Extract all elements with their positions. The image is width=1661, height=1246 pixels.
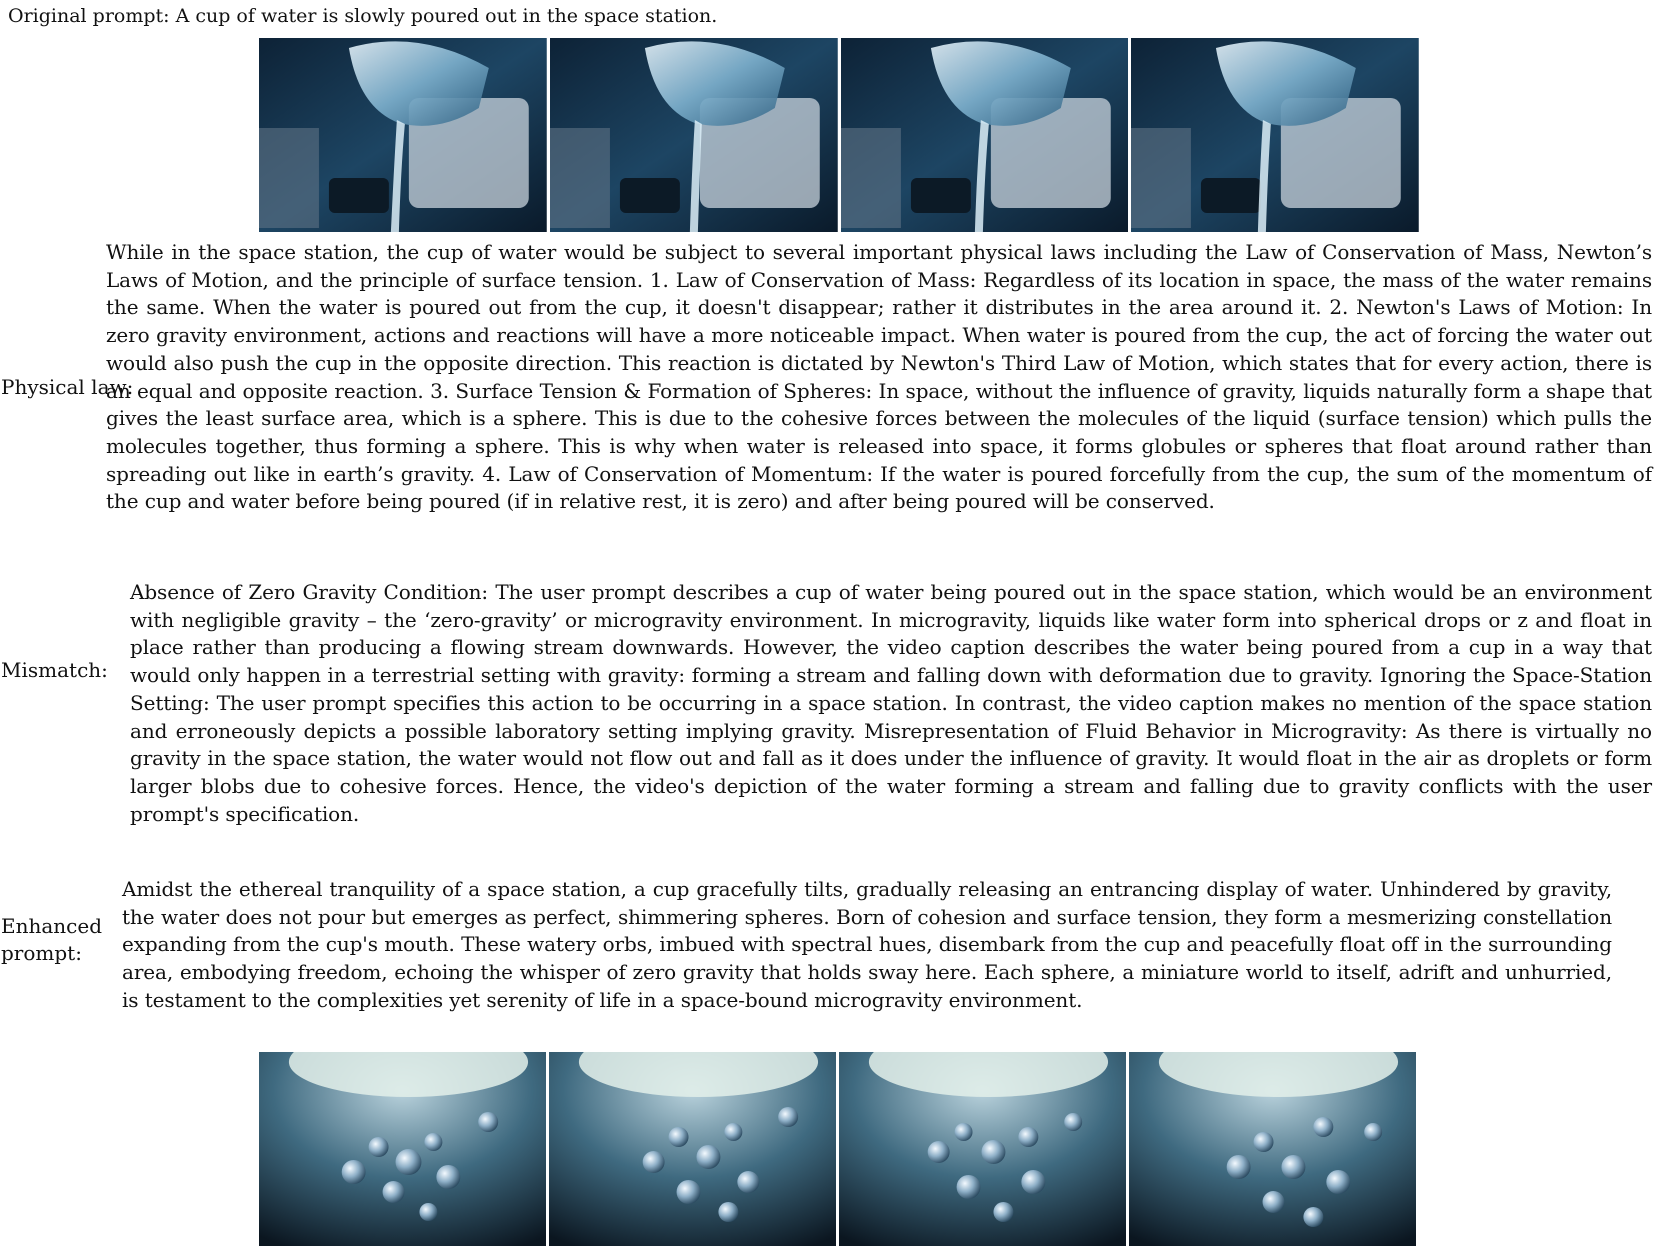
mismatch-label: Mismatch: <box>1 658 108 682</box>
video-frame-pouring-3 <box>841 38 1129 232</box>
enhanced-prompt-label: Enhanced prompt: <box>1 914 103 965</box>
video-frame-spheres-4 <box>1129 1052 1416 1246</box>
video-frame-spheres-2 <box>549 1052 836 1246</box>
enhanced-prompt-text: Amidst the ethereal tranquility of a space station, a cup gracefully tilts, gradually releasing an entrancing display of water. Unhindered by gravity, the water does not pour but emerges as perfect, shimmering spheres. Born of cohesion and surface tension, they form a mesmerizing constellation expanding from the cup's mouth. These watery orbs, imbued with spectral hues, disembark from the cup and peacefully float off in the surrounding area, embodying freedom, echoing the whisper of zero gravity that holds sway here. Each sphere, a miniature world to itself, adrift and unhurried, is testament to the complexities yet serenity of life in a space-bound microgravity environment. <box>122 877 1612 1012</box>
video-frame-spheres-1 <box>259 1052 546 1246</box>
video-frame-pouring-1 <box>259 38 547 232</box>
original-video-frames <box>259 38 1419 232</box>
enhanced-video-frames <box>259 1052 1416 1246</box>
physical-law-text: While in the space station, the cup of water would be subject to several important physical laws including the Law of Conservation of Mass, Newton’s Laws of Motion, and the principle of surface tension. 1. Law of Conservation of Mass: Regardless of its location in space, the mass of the water remains the same. When the water is poured out from the cup, it doesn't disappear; rather it distributes in the area around it. 2. Newton's Laws of Motion: In zero gravity environment, actions and reactions will have a more noticeable impact. When water is poured from the cup, the act of forcing the water out would also push the cup in the opposite direction. This reaction is dictated by Newton's Third Law of Motion, which states that for every action, there is an equal and opposite reaction. 3. Surface Tension & Formation of Spheres: In space, without the influence of gravity, liquids naturally form a shape that gives the least surface area, which is a sphere. This is due to the cohesive forces between the molecules of the liquid (surface tension) which pulls the molecules together, thus forming a sphere. This is why when water is released into space, it forms globules or spheres that float around rather than spreading out like in earth’s gravity. 4. Law of Conservation of Momentum: If the water is poured forcefully from the cup, the sum of the momentum of the cup and water before being poured (if in relative rest, it is zero) and after being poured will be conserved. <box>106 240 1652 514</box>
physical-law-label: Physical law: <box>1 375 134 399</box>
original-prompt: Original prompt: A cup of water is slowly poured out in the space station. <box>8 5 718 27</box>
video-frame-pouring-4 <box>1131 38 1419 232</box>
video-frame-spheres-3 <box>839 1052 1126 1246</box>
video-frame-pouring-2 <box>550 38 838 232</box>
mismatch-text: Absence of Zero Gravity Condition: The user prompt describes a cup of water being poured out in the space station, which would be an environment with negligible gravity – the ‘zero-gravity’ or microgravity environment. In microgravity, liquids like water form into spherical drops or z and float in place rather than producing a flowing stream downwards. However, the video caption describes the water being poured from a cup in a way that would only happen in a terrestrial setting with gravity: forming a stream and falling down with deformation due to gravity. Ignoring the Space-Station Setting: The user prompt specifies this action to be occurring in a space station. In contrast, the video caption makes no mention of the space station and erroneously depicts a possible laboratory setting implying gravity. Misrepresentation of Fluid Behavior in Microgravity: As there is virtually no gravity in the space station, the water would not flow out and fall as it does under the influence of gravity. It would float in the air as droplets or form larger blobs due to cohesive forces. Hence, the video's depiction of the water forming a stream and falling due to gravity conflicts with the user prompt's specification. <box>130 580 1652 826</box>
